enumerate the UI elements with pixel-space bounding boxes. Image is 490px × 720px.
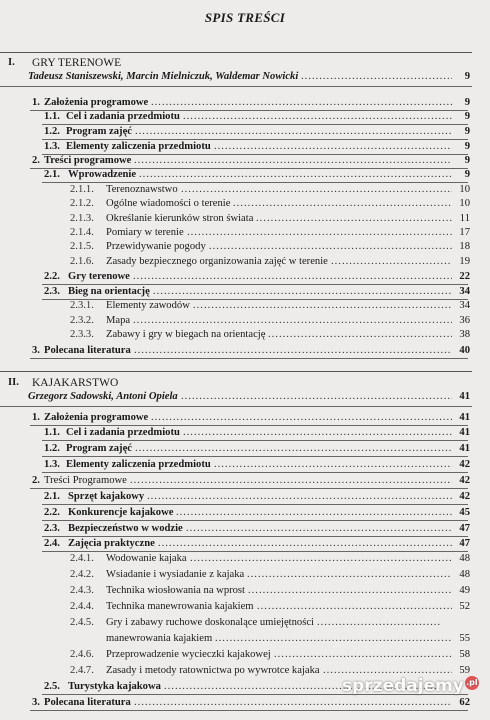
leader-dots: [130, 474, 452, 488]
leader-dots: [268, 328, 452, 342]
toc-entry: [0, 154, 490, 168]
toc-entry-page: 18: [459, 241, 470, 252]
underline-rule: [30, 110, 468, 111]
toc-entry-page: 47: [459, 523, 470, 534]
toc-entry: [0, 522, 490, 536]
underline-rule: [42, 154, 468, 155]
toc-entry: [0, 506, 490, 520]
leader-dots: [135, 442, 452, 456]
toc-entry-number: 2.4.: [44, 538, 60, 549]
toc-entry-number: 3.: [32, 697, 40, 708]
underline-rule: [0, 86, 472, 87]
toc-entry: [0, 56, 490, 70]
toc-entry-page: 48: [459, 553, 470, 564]
toc-entry-title: Tadeusz Staniszewski, Marcin Mielniczuk, Waldemar Nowicki: [28, 71, 299, 82]
toc-entry-number: I.: [8, 57, 15, 68]
toc-entry-page: 41: [459, 443, 470, 454]
toc-entry: [0, 696, 490, 710]
toc-entry-title: Zasady bezpiecznego organizowania zajęć w terenie: [106, 256, 328, 267]
toc-entry: [0, 240, 490, 254]
leader-dots: [133, 270, 452, 284]
toc-entry-page: 9: [464, 141, 470, 152]
toc-entry-title: Technika wiosłowania na wprost: [106, 585, 246, 596]
toc-entry-title: Konkurencje kajakowe: [68, 507, 174, 518]
toc-entry-page: 62: [459, 697, 470, 708]
underline-rule: [42, 551, 468, 552]
toc-entry: [0, 314, 490, 328]
toc-entry: [0, 490, 490, 504]
toc-entry-page: 47: [459, 538, 470, 549]
toc-entry-page: 19: [459, 256, 470, 267]
toc-entry-title: Turystyka kajakowa: [68, 681, 161, 692]
toc-entry: [0, 125, 490, 139]
underline-rule: [30, 710, 468, 711]
leader-dots: [248, 584, 452, 598]
toc-entry: [0, 648, 490, 662]
toc-entry-number: 2.1.1.: [70, 184, 94, 195]
toc-entry: [0, 390, 490, 404]
toc-entry-page: 9: [464, 169, 470, 180]
leader-dots: [317, 616, 440, 630]
toc-entry-number: 2.1.: [44, 169, 60, 180]
leader-dots: [187, 226, 452, 240]
toc-entry-number: 2.4.6.: [70, 649, 94, 660]
toc-entry-title: Przewidywanie pogody: [106, 241, 206, 252]
toc-entry-page: 55: [459, 633, 470, 644]
toc-entry-page: 49: [459, 585, 470, 596]
section-divider: [0, 52, 472, 53]
toc-entry-page: 42: [459, 459, 470, 470]
toc-entry-number: 2.3.1.: [70, 300, 94, 311]
toc-entry-title: Treści Programowe: [44, 475, 127, 486]
underline-rule: [42, 440, 468, 441]
toc-entry-title: Gry terenowe: [68, 271, 130, 282]
toc-entry-number: 2.5.: [44, 681, 60, 692]
toc-entry-number: 1.1.: [44, 111, 60, 122]
toc-entry-number: 1.1.: [44, 427, 60, 438]
toc-entry: [0, 299, 490, 313]
toc-entry-title: Zasady i metody ratownictwa po wywrotce kajaka: [106, 665, 320, 676]
toc-entry-page: 41: [459, 412, 470, 423]
toc-entry-number: 2.4.1.: [70, 553, 94, 564]
toc-entry-page: 42: [459, 475, 470, 486]
toc-entry-title: Elementy zaliczenia przedmiotu: [66, 459, 211, 470]
toc-entry: [0, 376, 490, 390]
page-title: SPIS TREŚCI: [204, 10, 286, 25]
leader-dots: [153, 285, 452, 299]
toc-entry-page: 9: [464, 97, 470, 108]
underline-rule: [42, 284, 468, 285]
leader-dots: [186, 522, 452, 536]
toc-entry-number: 2.4.3.: [70, 585, 94, 596]
toc-entry-page: 34: [459, 300, 470, 311]
leader-dots: [247, 568, 452, 582]
toc-entry-number: 1.3.: [44, 459, 60, 470]
toc-entry-page: 22: [459, 271, 470, 282]
toc-entry: [0, 458, 490, 472]
toc-entry: [0, 70, 490, 84]
underline-rule: [42, 182, 468, 183]
section-divider: [0, 371, 472, 372]
underline-rule: [30, 425, 468, 426]
toc-entry-title: GRY TERENOWE: [32, 57, 122, 69]
leader-dots: [176, 506, 452, 520]
toc-entry-title: Gry i zabawy ruchowe doskonalące umiejętności: [106, 617, 314, 628]
toc-entry-title: manewrowania kajakiem: [106, 633, 213, 644]
toc-entry: [0, 96, 490, 110]
toc-entry: [0, 426, 490, 440]
leader-dots: [183, 110, 452, 124]
toc-entry-page: 38: [459, 329, 470, 340]
toc-entry: [0, 110, 490, 124]
leader-dots: [181, 390, 452, 404]
toc-entry-title: Grzegorz Sadowski, Antoni Opiela: [28, 391, 178, 402]
leader-dots: [183, 426, 452, 440]
toc-entry: [0, 584, 490, 598]
toc-entry-title: Ogólne wiadomości o terenie: [106, 198, 231, 209]
toc-entry-page: 36: [459, 315, 470, 326]
watermark-dot-icon: .pl: [465, 676, 479, 690]
toc-entry-title: Elementy zawodów: [106, 300, 190, 311]
leader-dots: [256, 212, 452, 226]
toc-entry-title: Bieg na orientację: [68, 286, 150, 297]
toc-entry-page: 40: [459, 345, 470, 356]
leader-dots: [134, 154, 452, 168]
toc-entry: [0, 568, 490, 582]
toc-entry: [0, 632, 490, 646]
toc-entry: [0, 474, 490, 488]
underline-rule: [42, 472, 468, 473]
underline-rule: [42, 504, 468, 505]
toc-entry: [0, 212, 490, 226]
toc-entry-number: 2.1.6.: [70, 256, 94, 267]
toc-entry-number: 2.3.3.: [70, 329, 94, 340]
toc-entry-title: Terenoznawstwo: [106, 184, 178, 195]
leader-dots: [215, 632, 452, 646]
toc-entry-number: 2.1.: [44, 491, 60, 502]
toc-entry: [0, 270, 490, 284]
toc-entry: [0, 616, 490, 630]
toc-entry-number: II.: [8, 377, 19, 388]
underline-rule: [30, 488, 468, 489]
toc-entry-title: Mapa: [106, 315, 131, 326]
watermark-text: sprzedajemy: [342, 676, 464, 696]
leader-dots: [134, 344, 452, 358]
leader-dots: [274, 648, 452, 662]
toc-entry: [0, 600, 490, 614]
toc-entry-title: Program zajęć: [66, 126, 132, 137]
toc-entry-number: 1.: [32, 97, 40, 108]
toc-entry-title: Polecana literatura: [44, 345, 131, 356]
toc-entry-page: 34: [459, 286, 470, 297]
leader-dots: [193, 299, 452, 313]
toc-entry-title: Przeprowadzenie wycieczki kajakowej: [106, 649, 271, 660]
toc-entry-page: 58: [459, 649, 470, 660]
underline-rule: [30, 168, 468, 169]
toc-entry-page: 10: [459, 184, 470, 195]
toc-entry-number: 2.4.4.: [70, 601, 94, 612]
toc-entry-page: 10: [459, 198, 470, 209]
underline-rule: [42, 694, 468, 695]
toc-entry-number: 2.4.2.: [70, 569, 94, 580]
toc-entry-title: Polecana literatura: [44, 697, 131, 708]
toc-entry-number: 1.2.: [44, 126, 60, 137]
toc-entry-title: Cel i zadania przedmiotu: [66, 427, 180, 438]
underline-rule: [42, 456, 468, 457]
toc-entry-page: 41: [459, 427, 470, 438]
toc-entry-number: 1.2.: [44, 443, 60, 454]
underline-rule: [0, 406, 472, 407]
underline-rule: [42, 299, 468, 300]
toc-entry: [0, 255, 490, 269]
watermark-logo: [342, 676, 479, 696]
toc-entry-page: 9: [464, 155, 470, 166]
toc-entry-title: Wprowadzenie: [68, 169, 137, 180]
underline-rule: [42, 536, 468, 537]
toc-entry: [0, 285, 490, 299]
toc-entry-title: Wsiadanie i wysiadanie z kajaka: [106, 569, 245, 580]
underline-rule: [30, 358, 468, 359]
toc-entry-title: Założenia programowe: [44, 412, 149, 423]
leader-dots: [209, 240, 452, 254]
toc-entry-number: 2.: [32, 155, 40, 166]
toc-entry-page: 11: [459, 213, 470, 224]
leader-dots: [135, 125, 452, 139]
toc-entry-page: 17: [459, 227, 470, 238]
toc-entry: [0, 411, 490, 425]
toc-entry-title: Założenia programowe: [44, 97, 149, 108]
leader-dots: [331, 255, 452, 269]
toc-entry: [0, 537, 490, 551]
toc-entry-number: 2.3.: [44, 286, 60, 297]
toc-entry-page: 42: [459, 491, 470, 502]
toc-entry-number: 2.2.: [44, 271, 60, 282]
toc-entry-title: Wodowanie kajaka: [106, 553, 187, 564]
toc-entry-title: Technika manewrowania kajakiem: [106, 601, 254, 612]
toc-entry-number: 2.1.2.: [70, 198, 94, 209]
leader-dots: [214, 458, 452, 472]
toc-entry-title: Cel i zadania przedmiotu: [66, 111, 180, 122]
toc-entry: [0, 344, 490, 358]
leader-dots: [214, 140, 452, 154]
toc-entry-title: Bezpieczeństwo w wodzie: [68, 523, 183, 534]
leader-dots: [181, 183, 452, 197]
toc-entry: [0, 328, 490, 342]
leader-dots: [233, 197, 452, 211]
toc-entry-number: 2.1.3.: [70, 213, 94, 224]
underline-rule: [42, 139, 468, 140]
toc-entry-page: 48: [459, 569, 470, 580]
toc-entry-number: 2.3.2.: [70, 315, 94, 326]
toc-entry-page: 59: [459, 665, 470, 676]
toc-entry-page: 45: [459, 507, 470, 518]
toc-entry: [0, 552, 490, 566]
leader-dots: [151, 96, 452, 110]
leader-dots: [133, 314, 452, 328]
toc-entry-page: 9: [464, 111, 470, 122]
toc-entry-number: 2.4.5.: [70, 617, 94, 628]
toc-entry-title: Zabawy i gry w biegach na orientację: [106, 329, 266, 340]
leader-dots: [139, 168, 452, 182]
underline-rule: [42, 124, 468, 125]
toc-entry-page: 41: [459, 391, 470, 402]
toc-entry-number: 1.: [32, 412, 40, 423]
toc-entry: [0, 183, 490, 197]
toc-entry: [0, 140, 490, 154]
leader-dots: [158, 537, 452, 551]
underline-rule: [42, 520, 468, 521]
leader-dots: [151, 411, 452, 425]
toc-entry-number: 2.3.: [44, 523, 60, 534]
toc-entry-title: Treści programowe: [44, 155, 132, 166]
toc-entry-number: 3.: [32, 345, 40, 356]
toc-entry-title: Pomiary w terenie: [106, 227, 184, 238]
leader-dots: [147, 490, 452, 504]
toc-entry-title: Określanie kierunków stron świata: [106, 213, 254, 224]
toc-entry: [0, 442, 490, 456]
toc-entry-number: 2.1.4.: [70, 227, 94, 238]
toc-entry-title: Elementy zaliczenia przedmiotu: [66, 141, 211, 152]
toc-entry: [0, 226, 490, 240]
toc-entry-number: 2.2.: [44, 507, 60, 518]
leader-dots: [301, 70, 452, 84]
leader-dots: [257, 600, 452, 614]
toc-entry-page: 52: [459, 601, 470, 612]
toc-entry-page: 9: [464, 126, 470, 137]
toc-entry-title: Program zajęć: [66, 443, 132, 454]
leader-dots: [134, 696, 452, 710]
toc-entry-title: Sprzęt kajakowy: [68, 491, 145, 502]
toc-entry-page: 9: [464, 71, 470, 82]
toc-entry-number: 2.4.7.: [70, 665, 94, 676]
toc-entry-number: 2.1.5.: [70, 241, 94, 252]
toc-entry-number: 1.3.: [44, 141, 60, 152]
toc-entry: [0, 168, 490, 182]
toc-entry-number: 2.: [32, 475, 40, 486]
toc-entry: [0, 197, 490, 211]
leader-dots: [190, 552, 452, 566]
toc-entry-title: Zajęcia praktyczne: [68, 538, 155, 549]
toc-entry-title: KAJAKARSTWO: [32, 377, 119, 389]
